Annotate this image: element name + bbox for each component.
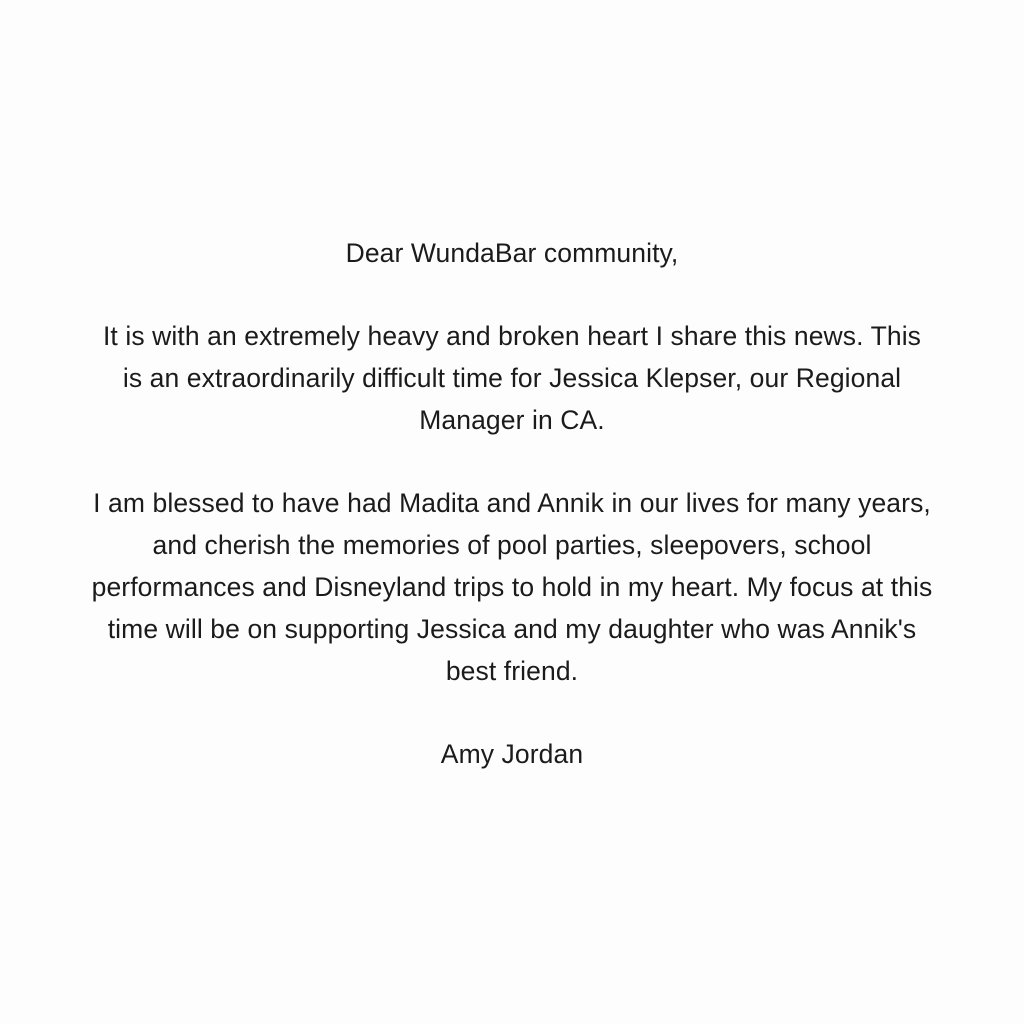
statement-paragraph-2: I am blessed to have had Madita and Annik in our lives for many years, and cherish the memories of pool parties, sleepovers, school performances and Disneyland trips to hold in my heart. My focus at this time will be on supporting Jessica and my daughter who was Annik's best friend. [91, 488, 933, 686]
statement-paragraph-1: It is with an extremely heavy and broken heart I share this news. This is an extraordinarily difficult time for Jessica Klepser, our Regional Manager in CA. [102, 321, 922, 435]
greeting-line: Dear WundaBar community, [345, 238, 679, 268]
signature-name: Amy Jordan [440, 739, 584, 769]
statement-body [72, 0, 952, 775]
